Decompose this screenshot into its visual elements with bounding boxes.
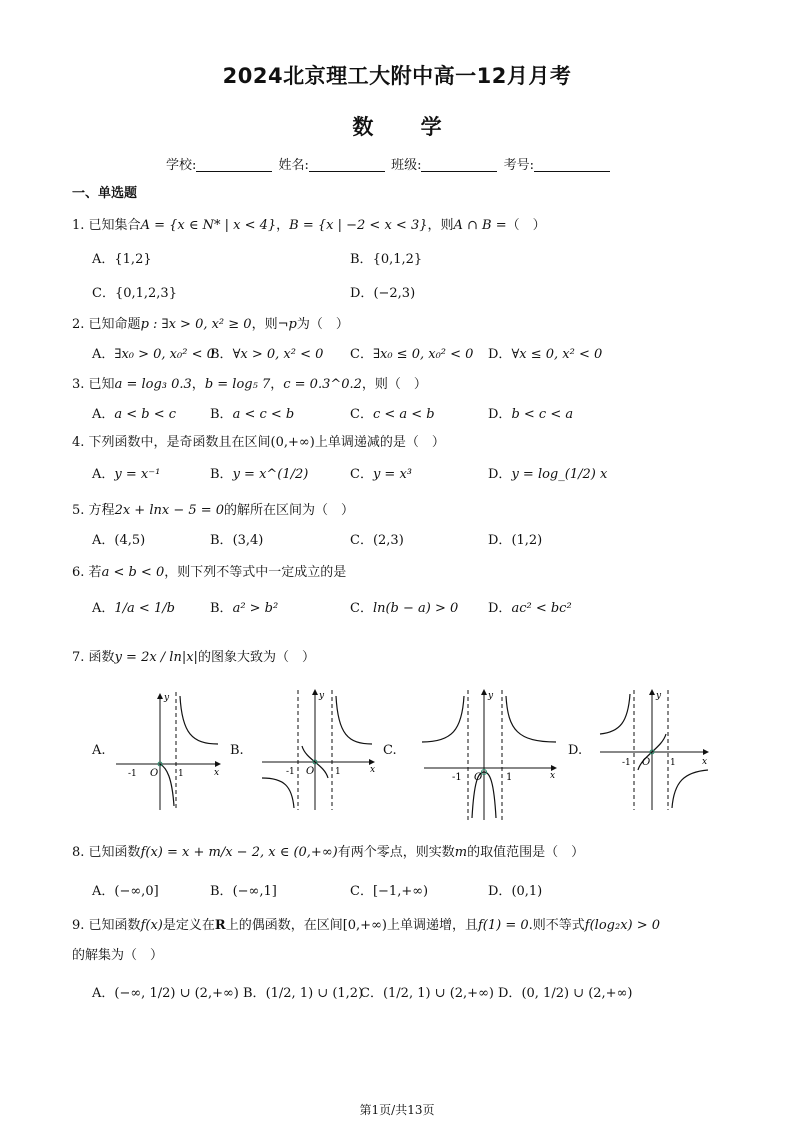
name-label: 姓名: (278, 158, 309, 173)
svg-text:O: O (306, 766, 315, 777)
question-7: 7. 函数y = 2x / ln|x|的图象大致为（ ） (72, 650, 315, 665)
graph-a[interactable] (112, 688, 224, 814)
option-a[interactable]: A．(−∞, 1/2) ∪ (2,+∞) (92, 986, 239, 1001)
question-9: 9. 已知函数f(x)是定义在R上的偶函数，在区间[0,+∞)上单调递增，且f(1) = 0.则不等式f(log₂x) > 0 (72, 918, 661, 933)
subject-title (0, 111, 794, 141)
option-c[interactable]: C. (383, 743, 397, 758)
option-c[interactable]: C．(1/2, 1) ∪ (2,+∞) (360, 986, 494, 1001)
svg-text:-1: -1 (452, 772, 462, 783)
option-d[interactable]: D．b < c < a (488, 407, 574, 422)
math-expr: ¬p (277, 317, 297, 332)
math-expr: A = {x ∈ N* | x < 4} (140, 218, 277, 233)
svg-text:x: x (550, 771, 556, 781)
exam-title: 2024北京理工大附中高一12月月考 (222, 64, 572, 88)
exam-number-blank[interactable] (534, 157, 610, 172)
option-b[interactable]: B．(1/2, 1) ∪ (1,2) (243, 986, 364, 1001)
question-9-continued: 的解集为（ ） (72, 948, 164, 963)
subject-char: 学 (420, 115, 442, 139)
question-3: 3. 已知a = log₃ 0.3，b = log₅ 7，c = 0.3^0.2，则（ ） (72, 377, 427, 392)
math-expr: B = {x | −2 < x < 3} (289, 218, 428, 233)
option-a[interactable]: A. (92, 743, 106, 758)
option-d[interactable]: D．y = log_(1/2) x (488, 467, 608, 482)
option-value: (−2,3) (373, 286, 416, 301)
svg-text:O: O (642, 757, 651, 768)
option-d[interactable]: D．(0,1) (488, 884, 543, 899)
math-expr: p : ∃x > 0, x² ≥ 0 (140, 317, 252, 332)
class-label: 班级: (391, 158, 422, 173)
option-d[interactable]: D．∀x ≤ 0, x² < 0 (488, 347, 603, 362)
tick-label: -1 (128, 769, 137, 779)
math-expr: A ∩ B = (453, 218, 507, 233)
option-a[interactable]: A．a < b < c (92, 407, 177, 422)
question-text: 已知集合 (88, 218, 141, 233)
option-a[interactable]: A．1/a < 1/b (92, 601, 175, 616)
svg-text:x: x (370, 765, 376, 775)
option-value: {1,2} (114, 252, 152, 267)
svg-text:y: y (319, 691, 325, 701)
option-c[interactable]: C．∃x₀ ≤ 0, x₀² < 0 (350, 347, 474, 362)
section-heading: 一、单选题 (72, 186, 138, 201)
option-c[interactable]: C．{0,1,2,3} (92, 286, 177, 301)
option-a[interactable]: A．(−∞,0] (92, 884, 159, 899)
question-8: 8. 已知函数f(x) = x + m/x − 2, x ∈ (0,+∞)有两个零点，则实数m的取值范围是（ ） (72, 845, 585, 860)
svg-text:-1: -1 (286, 767, 295, 777)
option-c[interactable]: C．(2,3) (350, 533, 404, 548)
svg-text:y: y (488, 691, 494, 701)
option-d[interactable]: D．(0, 1/2) ∪ (2,+∞) (498, 986, 633, 1001)
option-c[interactable]: C．[−1,+∞) (350, 884, 429, 899)
question-number: 1. (72, 218, 85, 233)
option-c[interactable]: C．ln(b − a) > 0 (350, 601, 459, 616)
option-b[interactable]: B. (230, 743, 244, 758)
option-d[interactable]: D. (568, 743, 583, 758)
x-axis-label: x (214, 768, 220, 778)
class-blank[interactable] (421, 157, 497, 172)
svg-text:O: O (474, 772, 483, 783)
graph-c[interactable] (420, 686, 560, 822)
exam-number-label: 考号: (503, 158, 534, 173)
svg-text:1: 1 (335, 767, 341, 777)
question-4: 4. 下列函数中，是奇函数且在区间(0,+∞)上单调递减的是（ ） (72, 435, 445, 450)
option-value: {0,1,2} (372, 252, 423, 267)
svg-text:1: 1 (670, 758, 676, 768)
option-d[interactable]: D．ac² < bc² (488, 601, 572, 616)
svg-text:1: 1 (506, 772, 513, 783)
option-a[interactable]: A．∃x₀ > 0, x₀² < 0 (92, 347, 215, 362)
graph-b[interactable] (258, 686, 378, 814)
question-6: 6. 若a < b < 0，则下列不等式中一定成立的是 (72, 565, 347, 580)
option-b[interactable]: B．∀x > 0, x² < 0 (210, 347, 324, 362)
question-1: 1. 已知集合A = {x ∈ N* | x < 4}，B = {x | −2 < x < 3}，则A ∩ B =（ ） (72, 218, 546, 233)
svg-text:x: x (702, 757, 708, 767)
question-2: 2. 已知命题p : ∃x > 0, x² ≥ 0，则¬p为（ ） (72, 317, 349, 332)
option-b[interactable]: B．(3,4) (210, 533, 264, 548)
option-a[interactable]: A．y = x⁻¹ (92, 467, 161, 482)
svg-text:y: y (656, 691, 662, 701)
subject-char: 数 (352, 115, 374, 139)
name-blank[interactable] (309, 157, 385, 172)
option-c[interactable]: C．c < a < b (350, 407, 435, 422)
tick-label: 1 (178, 769, 184, 779)
option-d[interactable]: D．(−2,3) (350, 286, 416, 301)
question-5: 5. 方程2x + lnx − 5 = 0的解所在区间为（ ） (72, 503, 355, 518)
option-b[interactable]: B．y = x^(1/2) (210, 467, 309, 482)
option-b[interactable]: B．(−∞,1] (210, 884, 277, 899)
option-d[interactable]: D．(1,2) (488, 533, 543, 548)
origin-label: O (150, 768, 159, 779)
option-c[interactable]: C．y = x³ (350, 467, 412, 482)
student-info-line (166, 154, 612, 173)
svg-text:-1: -1 (622, 758, 631, 768)
graph-d[interactable] (596, 686, 712, 814)
option-value: {0,1,2,3} (114, 286, 177, 301)
school-blank[interactable] (196, 157, 272, 172)
option-a[interactable]: A．(4,5) (92, 533, 146, 548)
y-axis-label: y (164, 693, 170, 703)
option-a[interactable]: A．{1,2} (92, 252, 152, 267)
option-b[interactable]: B．a < c < b (210, 407, 295, 422)
option-b[interactable]: B．{0,1,2} (350, 252, 423, 267)
option-b[interactable]: B．a² > b² (210, 601, 279, 616)
page-footer: 第1页/共13页 (359, 1103, 435, 1117)
school-label: 学校: (166, 158, 197, 173)
